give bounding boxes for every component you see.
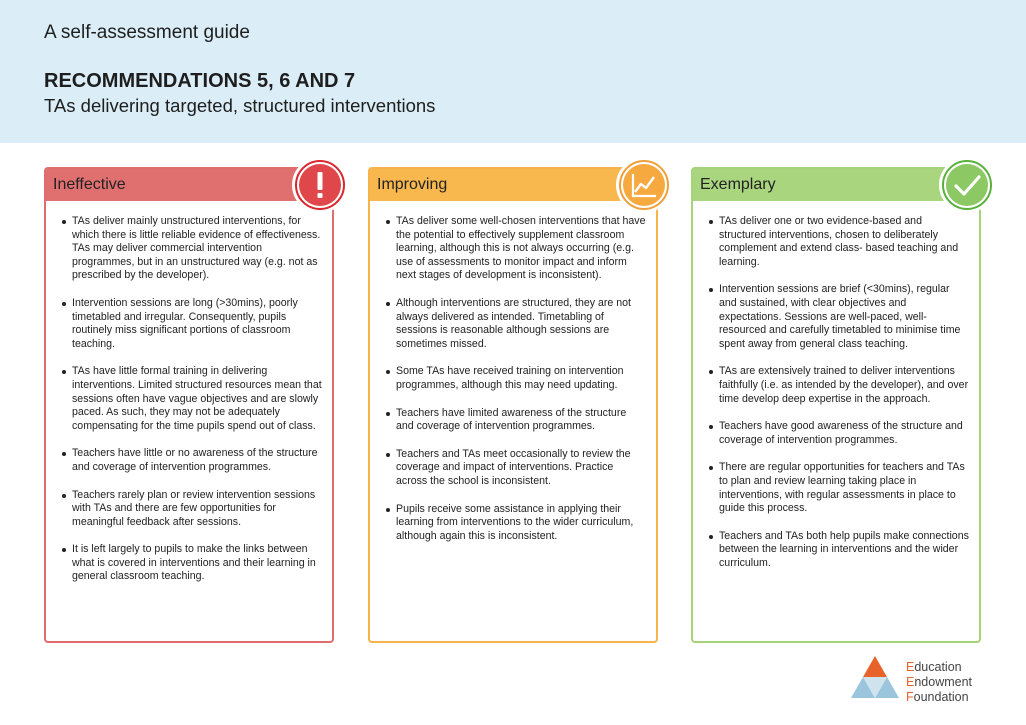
badge [939, 157, 995, 213]
list-item: Although interventions are structured, they are not always delivered as intended. Timetabling of sessions is reasonable although sessions are sometimes missed. [386, 297, 646, 351]
card-ineffective [44, 167, 334, 643]
page-title: RECOMMENDATIONS 5, 6 AND 7 [44, 70, 356, 92]
page-subtitle: TAs delivering targeted, structured interventions [44, 95, 436, 116]
list-item: It is left largely to pupils to make the links between what is covered in interventions and their learning in general classroom teaching. [62, 543, 322, 584]
badge [292, 157, 348, 213]
eef-triangle-icon [850, 655, 900, 705]
list-item: There are regular opportunities for teachers and TAs to plan and review learning taking place in interventions, with regular assessments in place to guide this process. [709, 461, 969, 515]
list-item: TAs have little formal training in delivering interventions. Limited structured resources mean that sessions often have vague objectives and are slowly paced. As such, they may not be adequately compensating for the time pupils spend out of class. [62, 365, 322, 433]
criteria-list [370, 215, 656, 557]
list-item: Teachers have good awareness of the structure and coverage of intervention programmes. [709, 420, 969, 447]
list-item: Teachers rarely plan or review intervention sessions with TAs and there are few opportunities for meaningful feedback after sessions. [62, 489, 322, 530]
page-header [0, 0, 1026, 143]
badge [616, 157, 672, 213]
list-item: Teachers and TAs meet occasionally to review the coverage and impact of interventions. Practice across the school is inconsistent. [386, 448, 646, 489]
list-item: TAs deliver some well-chosen interventions that have the potential to effectively supplement classroom learning, although this is not always occurring (e.g. use of assessments to monitor impact and inform next stages of development is inconsistent). [386, 215, 646, 283]
list-item: Teachers have little or no awareness of the structure and coverage of intervention programmes. [62, 447, 322, 474]
checkmark-icon [945, 163, 989, 207]
card-exemplary [691, 167, 981, 643]
list-item: Intervention sessions are brief (<30mins), regular and sustained, with clear objectives and expectations. Sessions are well-paced, well-resourced and carefully timetabled to minimise time spent away from general class teaching. [709, 283, 969, 351]
list-item: Some TAs have received training on intervention programmes, although this may need updating. [386, 365, 646, 392]
eef-logo [850, 655, 990, 705]
list-item: TAs deliver one or two evidence-based and structured interventions, chosen to deliberately complement and extend class- based teaching and learning. [709, 215, 969, 269]
card-title: Ineffective [46, 169, 332, 201]
list-item: TAs are extensively trained to deliver interventions faithfully (i.e. as intended by the developer), and over time develop deep expertise in the approach. [709, 365, 969, 406]
card-improving [368, 167, 658, 643]
list-item: Teachers have limited awareness of the structure and coverage of intervention programmes. [386, 407, 646, 434]
list-item: Intervention sessions are long (>30mins), poorly timetabled and irregular. Consequently, pupils routinely miss significant portions of classroom teaching. [62, 297, 322, 351]
list-item: Pupils receive some assistance in applying their learning from interventions to the wider curriculum, although again this is inconsistent. [386, 503, 646, 544]
card-title: Improving [370, 169, 656, 201]
list-item: Teachers and TAs both help pupils make connections between the learning in interventions and the wider curriculum. [709, 530, 969, 571]
card-title: Exemplary [693, 169, 979, 201]
list-item: TAs deliver mainly unstructured interventions, for which there is little reliable evidence of effectiveness. TAs may deliver commercial intervention programmes, but in an unstructured way (e.g. not as prescribed by the developer). [62, 215, 322, 283]
guide-label: A self-assessment guide [44, 22, 250, 43]
criteria-list [46, 215, 332, 598]
criteria-list [693, 215, 979, 584]
exclamation-icon [298, 163, 342, 207]
eef-wordmark: Education Endowment Foundation [906, 660, 973, 704]
chart-line-icon [622, 163, 666, 207]
